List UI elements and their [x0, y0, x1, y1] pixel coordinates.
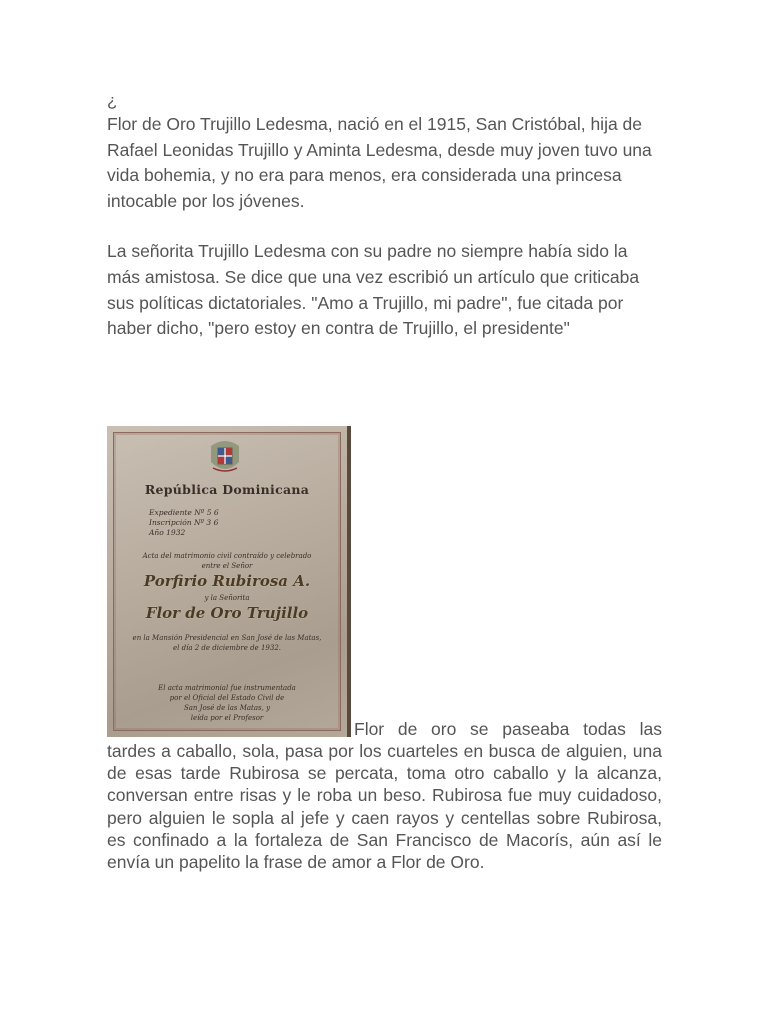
- certificate-line-9: leída por el Profesor: [190, 714, 264, 722]
- article-body: [107, 90, 661, 342]
- certificate-title: República Dominicana: [144, 482, 310, 497]
- inverted-question-mark: ¿: [107, 91, 118, 110]
- marriage-certificate-image: [107, 426, 351, 737]
- paragraph-intro: Flor de Oro Trujillo Ledesma, nació en el 1915, San Cristóbal, hija de Rafael Leonidas Trujillo y Aminta Ledesma, desde muy joven tuvo una vida bohemia, y no era para menos, era considerada una princesa intocable por los jóvenes.: [107, 114, 652, 211]
- certificate-line-4: en la Mansión Presidencial en San José de las Matas,: [132, 634, 322, 642]
- bride-name: Flor de Oro Trujillo: [145, 604, 309, 622]
- certificate-content: [107, 426, 347, 737]
- certificate-line-7: por el Oficial del Estado Civil de: [169, 694, 285, 702]
- certificate-line-6: El acta matrimonial fue instrumentada: [158, 684, 296, 692]
- certificate-line-2: entre el Señor: [201, 562, 253, 570]
- paragraph-relationship: La señorita Trujillo Ledesma con su padre no siempre había sido la más amistosa. Se dice que una vez escribió un artículo que criticaba sus políticas dictatoriales. "Amo a Trujillo, mi padre", fue citada por haber dicho, "pero estoy en contra de Trujillo, el presidente": [107, 241, 640, 339]
- meta-inscripcion: Inscripción Nº 3 6: [149, 518, 219, 527]
- groom-name: Porfirio Rubirosa A.: [143, 572, 311, 590]
- certificate-line-5: el día 2 de diciembre de 1932.: [173, 644, 281, 652]
- certificate-line-1: Acta del matrimonio civil contraído y celebrado: [142, 552, 312, 560]
- certificate-line-3: y la Señorita: [204, 594, 250, 602]
- meta-year: Año 1932: [149, 528, 186, 537]
- certificate-line-8: San José de las Matas, y: [183, 704, 271, 712]
- certificate-meta: [149, 508, 219, 538]
- meta-expediente: Expediente Nº 5 6: [149, 508, 219, 517]
- coat-of-arms-icon: [205, 438, 245, 478]
- paragraph-story: tardes a caballo, sola, pasa por los cuarteles en busca de alguien, una de esas tarde Rubirosa se percata, toma otro caballo y la alcanza, conversan entre risas y le roba un beso. Rubirosa fue muy cuidadoso, pero alguien le sopla al jefe y caen rayos y centellas sobre Rubirosa, es confinado a la fortaleza de San Francisco de Macorís, aún así le envía un papelito la frase de amor a Flor de Oro.: [107, 741, 662, 873]
- paragraph-story-start: Flor de oro se paseaba todas las: [354, 719, 662, 739]
